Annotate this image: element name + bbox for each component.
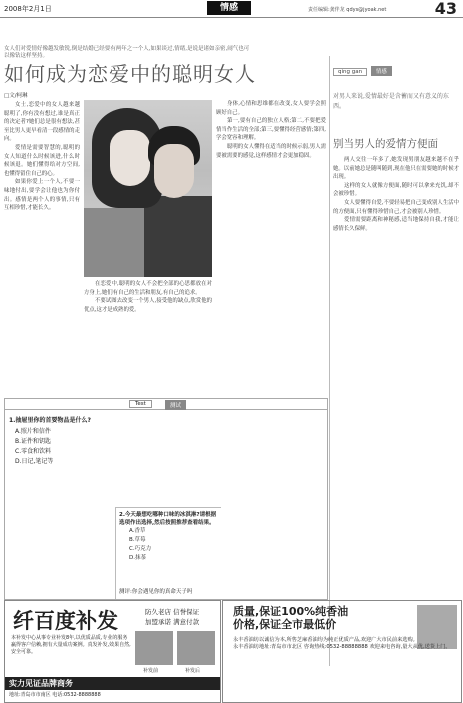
article-headline: 如何成为恋爱中的聪明女人 xyxy=(4,62,256,86)
page-header xyxy=(0,0,463,18)
oil-ad xyxy=(222,600,462,703)
column-divider xyxy=(329,56,330,666)
side-headline: 别当男人的爱情方便面 xyxy=(333,138,438,150)
paragraph: 两人交往一年多了,她发现男朋友越来越不在乎她。以前她总是随叫随到,现在他只在需要她的时候才出现。 xyxy=(333,157,459,181)
paragraph: 爱情需要距离和神秘感,适当地保持自我,才能让感情长久保鲜。 xyxy=(333,217,459,232)
hair-ad-slogan-1: 防久老店 信誉保证 xyxy=(145,608,200,616)
before-label: 补发前 xyxy=(143,668,159,674)
side-article-body xyxy=(333,156,459,596)
article-column-2 xyxy=(84,280,212,392)
quiz-result-link: 测评:你会遇见你的真命天子吗 xyxy=(119,589,193,595)
side-quote: 对男人来说,爱情最好是含蓄而又有意义的东西。 xyxy=(333,93,449,110)
quiz-question-2: 2.今天最想吃哪种口味的冰淇淋?请根据选项作出选择,然后按照推荐查看结果。 xyxy=(119,512,217,526)
oil-ad-headline xyxy=(233,605,348,631)
hair-ad xyxy=(4,600,221,703)
article-author: □文/柯琳 xyxy=(4,93,28,99)
paragraph: 不要试图去改变一个男人,接受他的缺点,欣赏他的优点,这才是成熟的爱。 xyxy=(84,298,212,313)
paragraph: 第一,要有自己的独立人格;第二,不要把爱情当作生活的全部;第三,要懂得经营感情;第四,学会宽容和理解。 xyxy=(216,118,326,142)
side-tag xyxy=(333,66,392,76)
page-number: 43 xyxy=(434,0,457,18)
quiz-option: C.巧克力 xyxy=(129,546,152,552)
hair-ad-slogan-2: 加盟承诺 满意付款 xyxy=(145,618,200,626)
editor-line: 责任编辑:龚伴龙 qdys@jyoak.net xyxy=(308,7,387,13)
quiz-bar xyxy=(5,399,327,410)
paragraph: 爱情是需要智慧的,聪明的女人知道什么时候该进,什么时候该退。她们懂得给对方空间,也懂得留住自己的心。 xyxy=(4,144,80,177)
quiz-question-2-box xyxy=(115,507,221,599)
before-photo xyxy=(135,631,173,665)
quiz-option: D.日记,笔记等 xyxy=(15,458,54,465)
quiz-option: C.零食和饮料 xyxy=(15,448,52,455)
paragraph: 身体,心情和思维都在改变,女人要学会照顾好自己。 xyxy=(216,101,326,116)
hair-ad-headline: 纤百度补发 xyxy=(13,608,118,633)
oil-ad-headline-2: 价格,保证全市最低价 xyxy=(233,618,337,631)
paragraph: 聪明的女人懂得在适当的时候示弱,男人需要被需要的感觉,这样感情才会更加稳固。 xyxy=(216,143,326,159)
oil-ad-body xyxy=(233,637,457,652)
quiz-option: B.证件和钥匙 xyxy=(15,438,52,445)
paragraph: 女人要懂得自爱,不要轻易把自己变成别人生活中的方便面,只有懂得珍惜自己,才会被别人珍惜。 xyxy=(333,199,459,215)
oil-ad-text: 永丰香油坊以诚信为本,所售芝麻香油均为纯正优质产品,欢迎广大市民前来选购。 xyxy=(233,637,418,643)
after-photo xyxy=(177,631,215,665)
quiz-option: B.草莓 xyxy=(129,537,146,543)
hair-ad-photos xyxy=(135,631,215,675)
after-label: 补发后 xyxy=(185,668,201,674)
hair-ad-address: 地址:青岛市市南区 电话:0532-8888888 xyxy=(9,692,101,698)
section-label: 情感 xyxy=(207,1,251,15)
paragraph: 如果你爱上一个人,不要一味地付出,要学会让他也为你付出。感情是两个人的事情,只有互相珍惜,才能长久。 xyxy=(4,179,80,212)
quiz-options-1 xyxy=(15,427,53,467)
oil-ad-headline-1: 质量,保证100%纯香油 xyxy=(233,605,349,618)
oil-ad-contact: 永丰香油坊地址:青岛市市北区 咨询热线:0532-88888888 欢迎来电咨询,量大从优,送货上门。 xyxy=(233,644,451,651)
hair-ad-slogan xyxy=(145,607,199,627)
quiz-question-1: 1.抽屉里你的首要物品是什么? xyxy=(9,417,91,424)
article-column-3 xyxy=(216,100,326,392)
quiz-box xyxy=(4,398,328,600)
quiz-option: A.照片和信件 xyxy=(15,428,51,435)
paragraph: 在恋爱中,聪明的女人不会把全部的心思都放在对方身上,她们有自己的生活和朋友,有自己的追求。 xyxy=(84,281,212,296)
quiz-option: A.香草 xyxy=(129,528,146,534)
paragraph: 女士,恋爱中的女人越来越聪明了,你有没有想过,谁是真正的决定者?她们总是很有想法,甚至比男人更早看清一段感情的走向。 xyxy=(4,102,80,143)
hair-ad-body: 本补发中心从事专业补发8年,以优质品质,专业的服务赢得客户信赖,拥有大量成功案例。真发补发,效果自然,安全可靠。 xyxy=(11,635,131,655)
side-tag-en: qing gan xyxy=(333,68,367,76)
paragraph: 这样的女人就像方便面,随时可以拿来充饥,却不会被珍惜。 xyxy=(333,182,459,198)
quiz-option: D.抹茶 xyxy=(129,555,146,561)
article-column-1 xyxy=(4,101,80,391)
quiz-tag-en: Test xyxy=(129,400,152,408)
hair-ad-banner: 实力见证品牌商务 xyxy=(5,677,220,690)
issue-date: 2008年2月1日 xyxy=(4,5,52,13)
couple-photo xyxy=(84,100,212,277)
quiz-tag-cn: 测试 xyxy=(165,400,186,410)
article-deck: 女人们对爱情好像越发敏锐,倒是结婚已经要有两年之一个人,如果谈过,情绪,是说是诸如亲密,闹气也可以像钻这样坚持。 xyxy=(4,46,250,59)
side-tag-cn: 情感 xyxy=(371,66,392,76)
